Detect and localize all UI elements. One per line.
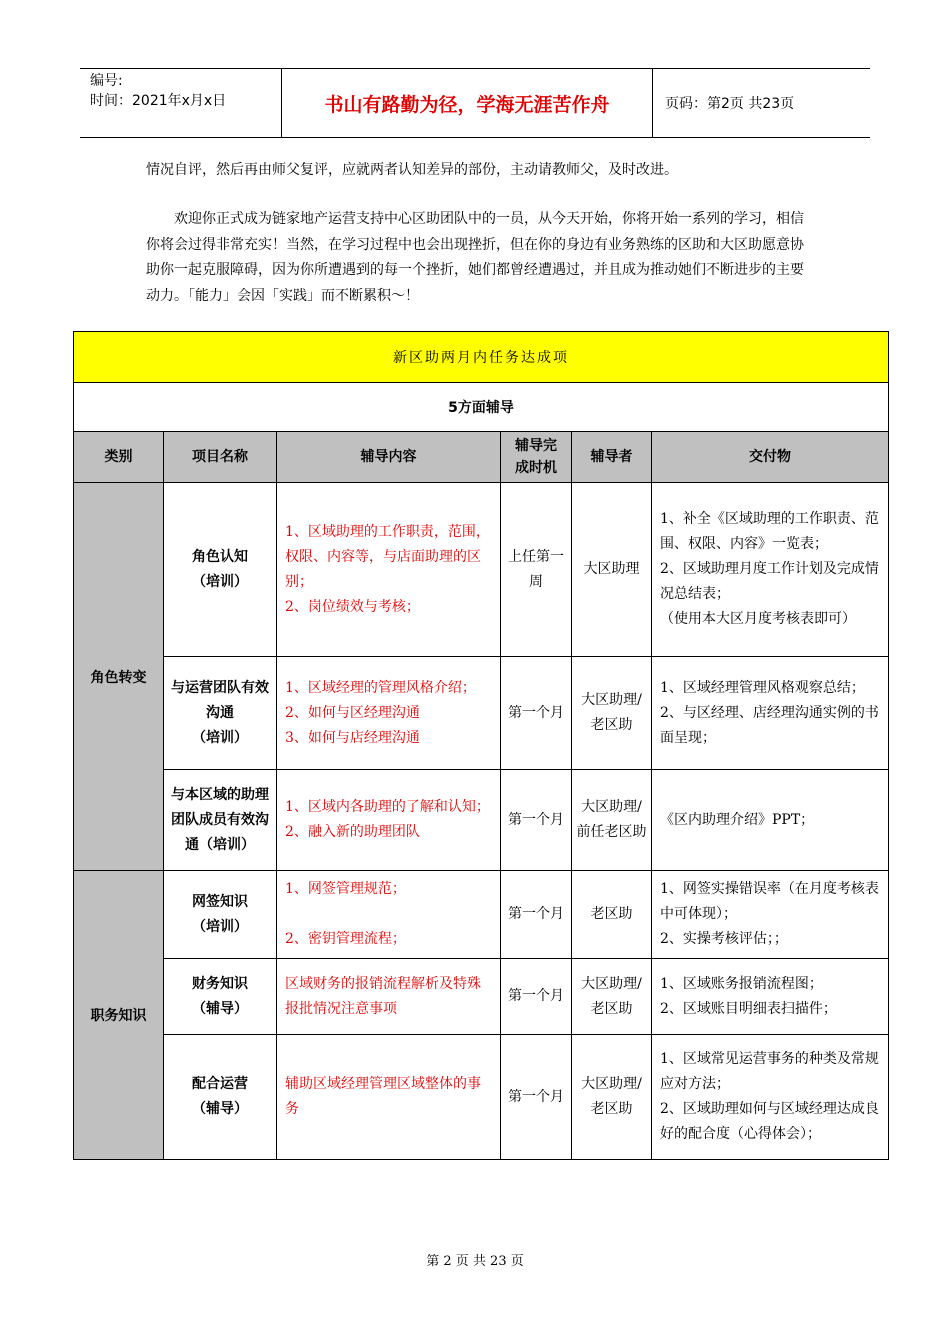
table-row [74, 770, 889, 871]
header-category: 类别 [74, 432, 164, 483]
time-cell: 第一个月 [501, 657, 572, 770]
table-subtitle: 5方面辅导 [74, 383, 889, 432]
project-cell: 网签知识 （培训） [164, 871, 277, 959]
header-time: 辅导完 成时机 [501, 432, 572, 483]
table-row [74, 871, 889, 959]
project-cell: 配合运营 （辅导） [164, 1035, 277, 1160]
table-row [74, 657, 889, 770]
table-title: 新区助两月内任务达成项 [74, 332, 889, 383]
page-label: 页码：第2页 共23页 [665, 96, 795, 112]
content-cell: 1、区域内各助理的了解和认知； 2、融入新的助理团队 [277, 770, 501, 871]
deliverable-cell: 1、补全《区域助理的工作职责、范围、权限、内容》一览表； 2、区域助理月度工作计划及完成情况总结表； （使用本大区月度考核表即可） [652, 483, 889, 657]
project-cell: 角色认知 （培训） [164, 483, 277, 657]
project-cell: 与本区域的助理团队成员有效沟通（培训） [164, 770, 277, 871]
time-cell: 第一个月 [501, 959, 572, 1035]
mentor-cell: 大区助理/老区助 [572, 1035, 652, 1160]
time-cell: 第一个月 [501, 871, 572, 959]
mentor-cell: 大区助理/老区助 [572, 959, 652, 1035]
time-label: 时间：2021年x月x日 [90, 93, 227, 109]
deliverable-cell: 1、区域经理管理风格观察总结； 2、与区经理、店经理沟通实例的书面呈现； [652, 657, 889, 770]
deliverable-cell: 1、区域账务报销流程图； 2、区域账目明细表扫描件； [652, 959, 889, 1035]
motto: 书山有路勤为径，学海无涯苦作舟 [282, 69, 653, 137]
table-header-row [74, 432, 889, 483]
time-cell: 第一个月 [501, 1035, 572, 1160]
intro-line: 情况自评，然后再由师父复评，应就两者认知差异的部份，主动请教师父，及时改进。 [146, 162, 678, 178]
deliverable-cell: 《区内助理介绍》PPT； [652, 770, 889, 871]
category-cell: 角色转变 [74, 483, 164, 871]
header-project: 项目名称 [164, 432, 277, 483]
header-content: 辅导内容 [277, 432, 501, 483]
mentor-cell: 大区助理/前任老区助 [572, 770, 652, 871]
header-mentor: 辅导者 [572, 432, 652, 483]
page-footer: 第 2 页 共 23 页 [426, 1254, 524, 1269]
table-row [74, 1035, 889, 1160]
project-cell: 与运营团队有效沟通 （培训） [164, 657, 277, 770]
content-cell: 辅助区域经理管理区域整体的事务 [277, 1035, 501, 1160]
time-cell: 上任第一周 [501, 483, 572, 657]
table-row [74, 483, 889, 657]
mentor-cell: 老区助 [572, 871, 652, 959]
mentor-cell: 大区助理/老区助 [572, 657, 652, 770]
content-cell: 区域财务的报销流程解析及特殊报批情况注意事项 [277, 959, 501, 1035]
category-cell: 职务知识 [74, 871, 164, 1160]
mentor-cell: 大区助理 [572, 483, 652, 657]
task-table [73, 331, 889, 1160]
number-label: 编号: [90, 73, 123, 89]
page-header [80, 68, 870, 138]
content-cell: 1、网签管理规范； 2、密钥管理流程； [277, 871, 501, 959]
table-row [74, 959, 889, 1035]
time-cell: 第一个月 [501, 770, 572, 871]
header-deliverable: 交付物 [652, 432, 889, 483]
content-cell: 1、区域助理的工作职责，范围，权限、内容等，与店面助理的区别； 2、岗位绩效与考核； [277, 483, 501, 657]
deliverable-cell: 1、网签实操错误率（在月度考核表中可体现）； 2、实操考核评估；； [652, 871, 889, 959]
content-cell: 1、区域经理的管理风格介绍； 2、如何与区经理沟通 3、如何与店经理沟通 [277, 657, 501, 770]
deliverable-cell: 1、区域常见运营事务的种类及常规应对方法； 2、区域助理如何与区域经理达成良好的配合度（心得体会）； [652, 1035, 889, 1160]
project-cell: 财务知识 （辅导） [164, 959, 277, 1035]
intro-paragraph: 欢迎你正式成为链家地产运营支持中心区助团队中的一员，从今天开始，你将开始一系列的学习，相信你将会过得非常充实！当然，在学习过程中也会出现挫折，但在你的身边有业务熟练的区助和大区助愿意协助你一起克服障碍，因为你所遭遇到的每一个挫折，她们都曾经遭遇过，并且成为推动她们不断进步的主要动力。「能力」会因「实践」而不断累积～！ [146, 211, 804, 304]
header-meta [80, 69, 282, 137]
